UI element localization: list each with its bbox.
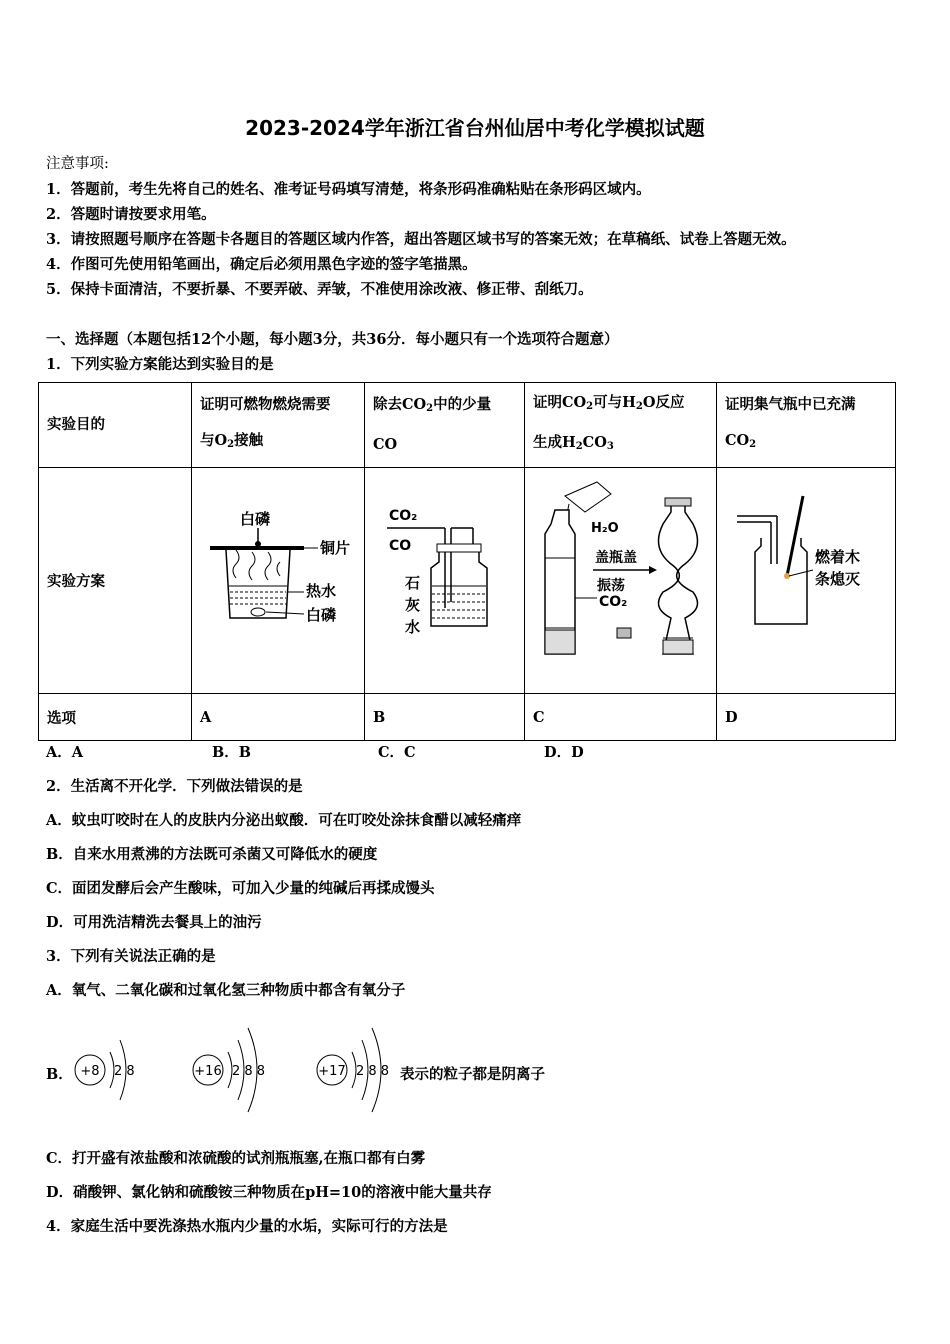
experiment-table xyxy=(38,382,896,741)
nucleus-2: +16 xyxy=(194,1064,222,1079)
purpose-d-text: CO xyxy=(725,432,750,449)
option-a: A xyxy=(192,694,365,741)
purpose-c-text3: O反应 xyxy=(642,394,685,411)
purpose-c xyxy=(525,383,717,468)
copper-plate xyxy=(210,546,304,550)
purpose-c-text: 证明CO xyxy=(533,394,587,411)
nucleus-3: +17 xyxy=(318,1064,346,1079)
label-lime-2: 灰 xyxy=(405,596,421,614)
q1-choice-b[interactable]: B．B xyxy=(212,744,252,761)
purpose-c-line2 xyxy=(533,425,708,465)
purpose-a-text: 与O xyxy=(200,432,228,449)
q3-stem: 3．下列有关说法正确的是 xyxy=(46,948,216,965)
diagram-b-gas-wash xyxy=(365,468,524,689)
purpose-c-text2: 可与H xyxy=(593,394,636,411)
diagram-b-cell xyxy=(365,468,525,694)
gas-jar xyxy=(755,538,807,624)
purpose-b-text: 除去CO xyxy=(373,396,427,413)
label-shake: 振荡 xyxy=(597,578,625,594)
shells-3: 2 8 8 xyxy=(356,1064,390,1079)
purpose-c-sub: 2 xyxy=(586,401,594,412)
purpose-a-sub: 2 xyxy=(227,439,235,450)
q2-choice-a[interactable]: A．蚊虫叮咬时在人的皮肤内分泌出蚁酸．可在叮咬处涂抹食醋以减轻痛痒 xyxy=(46,812,522,829)
label-burning-splint: 燃着木 xyxy=(815,548,861,566)
bottle-cap xyxy=(617,628,631,638)
purpose-b-text2: 中的少量 xyxy=(433,396,492,413)
purpose-c-text5: CO xyxy=(582,434,607,451)
label-hot-water: 热水 xyxy=(306,582,337,600)
label-lime-1: 石 xyxy=(405,574,421,592)
wash-bottle xyxy=(431,552,487,626)
diagram-d-gas-jar xyxy=(717,468,895,689)
atom-sulfur xyxy=(193,1028,265,1112)
diagram-c-cell xyxy=(525,468,717,694)
page-title: 2023-2024学年浙江省台州仙居中考化学模拟试题 xyxy=(245,116,705,140)
shells-1: 2 8 xyxy=(114,1064,135,1079)
label-cap: 盖瓶盖 xyxy=(595,550,637,566)
purpose-c-text4: 生成H xyxy=(533,434,576,451)
diagram-d-cell xyxy=(717,468,896,694)
label-co2: CO₂ xyxy=(389,508,418,524)
label-white-phosphorus-top: 白磷 xyxy=(240,510,271,528)
q1-choices xyxy=(46,741,710,762)
label-copper: 铜片 xyxy=(320,539,351,557)
stopper xyxy=(437,544,481,552)
purpose-b xyxy=(365,383,525,468)
purpose-b-line2: CO xyxy=(373,436,398,453)
label-white-phosphorus-bottom: 白磷 xyxy=(306,606,337,624)
q3-choice-d[interactable]: D．硝酸钾、氯化钠和硫酸铵三种物质在pH=10的溶液中能大量共存 xyxy=(46,1184,492,1201)
purpose-c-sub3: 2 xyxy=(575,441,583,452)
q2-choice-c[interactable]: C．面团发酵后会产生酸味，可加入少量的纯碱后再揉成馒头 xyxy=(46,880,435,897)
purpose-b-line1 xyxy=(373,387,516,427)
q1-choice-c[interactable]: C．C xyxy=(378,744,416,761)
purpose-c-sub4: 3 xyxy=(606,441,614,452)
purpose-b-sub: 2 xyxy=(426,403,434,414)
purpose-d-line1: 证明集气瓶中已充满 xyxy=(725,396,856,413)
notice-heading: 注意事项: xyxy=(46,156,109,172)
q2-choice-b[interactable]: B．自来水用煮沸的方法既可杀菌又可降低水的硬度 xyxy=(46,846,378,863)
purpose-d-line2 xyxy=(725,423,887,463)
purpose-a-line1: 证明可燃物燃烧需要 xyxy=(200,396,331,413)
q3-choice-a[interactable]: A．氧气、二氧化碳和过氧化氢三种物质中都含有氧分子 xyxy=(46,982,406,999)
notice-item-3: 3．请按照题号顺序在答题卡各题目的答题区域内作答，超出答题区域书写的答案无效；在草稿纸、试卷上答题无效。 xyxy=(46,231,796,248)
atom-chlorine xyxy=(317,1028,389,1112)
purpose-c-line1 xyxy=(533,385,708,425)
q2-choice-d[interactable]: D．可用洗洁精洗去餐具上的油污 xyxy=(46,914,262,931)
label-extinguished: 条熄灭 xyxy=(815,570,861,588)
bottle-right-crushed xyxy=(659,500,698,654)
atom-structure-diagrams xyxy=(66,1012,406,1124)
label-lime-3: 水 xyxy=(405,618,421,636)
nucleus-1: +8 xyxy=(80,1064,100,1079)
wood-splint xyxy=(787,496,803,576)
q4-stem: 4．家庭生活中要洗涤热水瓶内少量的水垢，实际可行的方法是 xyxy=(46,1218,448,1235)
notice-item-5: 5．保持卡面清洁，不要折暴、不要弄破、弄皱，不准使用涂改液、修正带、刮纸刀。 xyxy=(46,281,593,298)
purpose-d-sub: 2 xyxy=(749,439,757,450)
q2-stem: 2．生活离不开化学．下列做法错误的是 xyxy=(46,778,303,795)
section-heading: 一、选择题（本题包括12个小题，每小题3分，共36分．每小题只有一个选项符合题意） xyxy=(46,331,619,348)
q1-stem: 1．下列实验方案能达到实验目的是 xyxy=(46,356,274,373)
q3-choice-b-label[interactable]: B． xyxy=(46,1066,73,1083)
label-h2o: H₂O xyxy=(591,521,619,536)
q1-choice-d[interactable]: D．D xyxy=(544,744,584,761)
notice-item-2: 2．答题时请按要求用笔。 xyxy=(46,206,216,223)
diagram-a-combustion xyxy=(192,468,364,689)
notice-item-1: 1．答题前，考生先将自己的姓名、准考证号码填写清楚，将条形码准确粘贴在条形码区域内。 xyxy=(46,181,651,198)
diagram-a-cell xyxy=(192,468,365,694)
row-label-option: 选项 xyxy=(39,694,192,741)
diagram-c-bottle-shake xyxy=(525,468,716,689)
label-co2-c: CO₂ xyxy=(599,594,628,610)
row-label-purpose: 实验目的 xyxy=(39,383,192,468)
notice-item-4: 4．作图可先使用铅笔画出，确定后必须用黑色字迹的签字笔描黑。 xyxy=(46,256,477,273)
q3-choice-b-text[interactable]: 表示的粒子都是阴离子 xyxy=(400,1066,545,1083)
beaker-pouring xyxy=(565,482,611,512)
row-label-method: 实验方案 xyxy=(39,468,192,694)
option-b: B xyxy=(365,694,525,741)
shells-2: 2 8 8 xyxy=(232,1064,266,1079)
q3-choice-c[interactable]: C．打开盛有浓盐酸和浓硫酸的试剂瓶瓶塞,在瓶口都有白雾 xyxy=(46,1150,426,1167)
q1-choice-a[interactable]: A．A xyxy=(46,744,84,761)
atom-oxygen xyxy=(75,1040,135,1100)
option-d: D xyxy=(717,694,896,741)
purpose-c-sub2: 2 xyxy=(635,401,643,412)
purpose-a-line2 xyxy=(200,423,356,463)
option-c: C xyxy=(525,694,717,741)
purpose-a xyxy=(192,383,365,468)
label-co: CO xyxy=(389,538,412,554)
purpose-d xyxy=(717,383,896,468)
purpose-a-text2: 接触 xyxy=(234,432,264,449)
